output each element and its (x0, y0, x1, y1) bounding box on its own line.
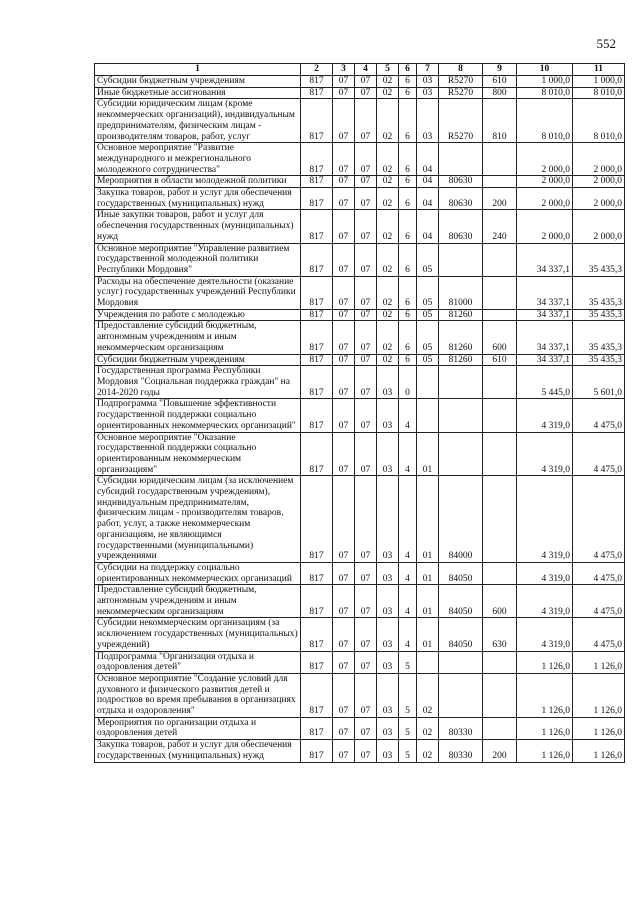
amount-year-1: 2 000,0 (517, 176, 573, 188)
row-name: Субсидии юридическим лицам (за исключением субсидий государственным учреждениям), индивидуальным предпринимателям, физическим лицам - производителям товаров, работ, услуг, а также некоммерческим организациям, не являющимся государственными (муниципальными) учреждениями (95, 476, 301, 563)
column-header: 1 (95, 64, 301, 76)
activity-code: 01 (417, 585, 439, 618)
subprogram-code: 4 (399, 562, 417, 584)
amount-year-1: 4 319,0 (517, 585, 573, 618)
row-name: Субсидии некоммерческим организациям (за исключением государственных (муниципальных) учреждений) (95, 618, 301, 651)
subprogram-code: 6 (399, 99, 417, 143)
ministry-code: 817 (301, 740, 333, 762)
section-code: 07 (333, 87, 355, 99)
column-header: 7 (417, 64, 439, 76)
direction-code: 80330 (439, 717, 483, 739)
expense-type-code (483, 476, 517, 563)
ministry-code: 817 (301, 210, 333, 243)
direction-code: 81260 (439, 321, 483, 354)
section-code: 07 (333, 309, 355, 321)
direction-code (439, 651, 483, 673)
expense-type-code (483, 243, 517, 276)
row-name: Основное мероприятие "Создание условий для духовного и физического развития детей и подростков во время пребывания в организациях отдыха и оздоровления" (95, 673, 301, 717)
page-number: 552 (596, 36, 616, 51)
program-code: 03 (377, 717, 399, 739)
direction-code: 84000 (439, 476, 483, 563)
ministry-code: 817 (301, 399, 333, 432)
activity-code: 02 (417, 717, 439, 739)
amount-year-1: 1 126,0 (517, 740, 573, 762)
ministry-code: 817 (301, 99, 333, 143)
section-code: 07 (333, 673, 355, 717)
expense-type-code (483, 143, 517, 176)
program-code: 03 (377, 673, 399, 717)
program-code: 02 (377, 354, 399, 366)
direction-code (439, 366, 483, 399)
program-code: 03 (377, 585, 399, 618)
section-code: 07 (333, 618, 355, 651)
direction-code (439, 243, 483, 276)
program-code: 02 (377, 143, 399, 176)
column-header: 4 (355, 64, 377, 76)
subsection-code: 07 (355, 210, 377, 243)
amount-year-1: 2 000,0 (517, 143, 573, 176)
subprogram-code: 4 (399, 432, 417, 476)
activity-code: 05 (417, 321, 439, 354)
expense-type-code (483, 562, 517, 584)
amount-year-1: 1 126,0 (517, 651, 573, 673)
table-row (95, 585, 625, 618)
subsection-code: 07 (355, 740, 377, 762)
direction-code (439, 143, 483, 176)
amount-year-2: 35 435,3 (573, 309, 625, 321)
subsection-code: 07 (355, 651, 377, 673)
direction-code (439, 673, 483, 717)
row-name: Основное мероприятие "Развитие международного и межрегионального молодежного сотрудничества" (95, 143, 301, 176)
column-header: 10 (517, 64, 573, 76)
direction-code: R5270 (439, 99, 483, 143)
direction-code: R5270 (439, 87, 483, 99)
expense-type-code (483, 432, 517, 476)
program-code: 03 (377, 476, 399, 563)
expense-type-code: 610 (483, 76, 517, 88)
subsection-code: 07 (355, 87, 377, 99)
subsection-code: 07 (355, 321, 377, 354)
table-row (95, 651, 625, 673)
program-code: 03 (377, 366, 399, 399)
table-row (95, 399, 625, 432)
column-header: 11 (573, 64, 625, 76)
row-name: Расходы на обеспечение деятельности (оказание услуг) государственных учреждений Республики Мордовия (95, 276, 301, 309)
amount-year-2: 1 126,0 (573, 717, 625, 739)
amount-year-1: 5 445,0 (517, 366, 573, 399)
expense-type-code (483, 309, 517, 321)
amount-year-1: 8 010,0 (517, 87, 573, 99)
expense-type-code: 600 (483, 585, 517, 618)
section-code: 07 (333, 740, 355, 762)
program-code: 03 (377, 399, 399, 432)
program-code: 03 (377, 618, 399, 651)
column-header: 9 (483, 64, 517, 76)
row-name: Учреждения по работе с молодежью (95, 309, 301, 321)
table-row (95, 87, 625, 99)
amount-year-2: 1 126,0 (573, 651, 625, 673)
ministry-code: 817 (301, 651, 333, 673)
row-name: Мероприятия в области молодежной политики (95, 176, 301, 188)
section-code: 07 (333, 399, 355, 432)
amount-year-2: 1 000,0 (573, 76, 625, 88)
activity-code: 01 (417, 432, 439, 476)
section-code: 07 (333, 585, 355, 618)
amount-year-2: 2 000,0 (573, 188, 625, 210)
budget-table (94, 63, 625, 763)
subsection-code: 07 (355, 618, 377, 651)
section-code: 07 (333, 366, 355, 399)
activity-code: 05 (417, 309, 439, 321)
amount-year-2: 35 435,3 (573, 354, 625, 366)
activity-code: 04 (417, 210, 439, 243)
table-row (95, 76, 625, 88)
amount-year-2: 8 010,0 (573, 87, 625, 99)
ministry-code: 817 (301, 76, 333, 88)
amount-year-2: 4 475,0 (573, 585, 625, 618)
row-name: Предоставление субсидий бюджетным, автономным учреждениям и иным некоммерческим организациям (95, 321, 301, 354)
subprogram-code: 4 (399, 618, 417, 651)
subsection-code: 07 (355, 243, 377, 276)
activity-code: 01 (417, 562, 439, 584)
amount-year-2: 5 601,0 (573, 366, 625, 399)
subsection-code: 07 (355, 562, 377, 584)
subsection-code: 07 (355, 432, 377, 476)
ministry-code: 817 (301, 618, 333, 651)
section-code: 07 (333, 143, 355, 176)
direction-code: 80630 (439, 188, 483, 210)
subsection-code: 07 (355, 276, 377, 309)
section-code: 07 (333, 651, 355, 673)
activity-code: 01 (417, 476, 439, 563)
ministry-code: 817 (301, 188, 333, 210)
amount-year-2: 2 000,0 (573, 210, 625, 243)
direction-code: 80630 (439, 210, 483, 243)
row-name: Субсидии юридическим лицам (кроме некоммерческих организаций), индивидуальным предпринимателям, физическим лицам - производителям товаров, работ, услуг (95, 99, 301, 143)
subprogram-code: 5 (399, 717, 417, 739)
subprogram-code: 4 (399, 585, 417, 618)
amount-year-2: 35 435,3 (573, 243, 625, 276)
section-code: 07 (333, 210, 355, 243)
direction-code: 81260 (439, 354, 483, 366)
subsection-code: 07 (355, 476, 377, 563)
ministry-code: 817 (301, 309, 333, 321)
program-code: 02 (377, 276, 399, 309)
amount-year-1: 34 337,1 (517, 321, 573, 354)
section-code: 07 (333, 354, 355, 366)
subsection-code: 07 (355, 717, 377, 739)
row-name: Предоставление субсидий бюджетным, автономным учреждениям и иным некоммерческим организациям (95, 585, 301, 618)
row-name: Государственная программа Республики Мордовия "Социальная поддержка граждан" на 2014-2020 годы (95, 366, 301, 399)
subprogram-code: 6 (399, 276, 417, 309)
subsection-code: 07 (355, 585, 377, 618)
expense-type-code: 600 (483, 321, 517, 354)
column-header: 6 (399, 64, 417, 76)
table-row (95, 618, 625, 651)
ministry-code: 817 (301, 321, 333, 354)
subsection-code: 07 (355, 99, 377, 143)
section-code: 07 (333, 717, 355, 739)
subsection-code: 07 (355, 399, 377, 432)
activity-code: 04 (417, 188, 439, 210)
direction-code: R5270 (439, 76, 483, 88)
program-code: 02 (377, 210, 399, 243)
ministry-code: 817 (301, 143, 333, 176)
subprogram-code: 0 (399, 366, 417, 399)
subsection-code: 07 (355, 354, 377, 366)
header-row (95, 64, 625, 76)
activity-code: 04 (417, 176, 439, 188)
program-code: 02 (377, 243, 399, 276)
section-code: 07 (333, 176, 355, 188)
activity-code: 05 (417, 276, 439, 309)
amount-year-2: 8 010,0 (573, 99, 625, 143)
amount-year-1: 1 126,0 (517, 717, 573, 739)
subprogram-code: 6 (399, 87, 417, 99)
ministry-code: 817 (301, 366, 333, 399)
ministry-code: 817 (301, 717, 333, 739)
table-row (95, 717, 625, 739)
ministry-code: 817 (301, 585, 333, 618)
program-code: 02 (377, 188, 399, 210)
activity-code (417, 399, 439, 432)
ministry-code: 817 (301, 476, 333, 563)
subprogram-code: 6 (399, 76, 417, 88)
subprogram-code: 4 (399, 476, 417, 563)
subprogram-code: 5 (399, 673, 417, 717)
ministry-code: 817 (301, 243, 333, 276)
row-name: Мероприятия по организации отдыха и оздоровления детей (95, 717, 301, 739)
direction-code: 81260 (439, 309, 483, 321)
activity-code (417, 651, 439, 673)
program-code: 03 (377, 432, 399, 476)
expense-type-code (483, 276, 517, 309)
amount-year-1: 4 319,0 (517, 399, 573, 432)
row-name: Иные закупки товаров, работ и услуг для обеспечения государственных (муниципальных) нужд (95, 210, 301, 243)
subsection-code: 07 (355, 143, 377, 176)
table-row (95, 673, 625, 717)
expense-type-code: 610 (483, 354, 517, 366)
ministry-code: 817 (301, 276, 333, 309)
ministry-code: 817 (301, 354, 333, 366)
amount-year-2: 35 435,3 (573, 321, 625, 354)
amount-year-1: 2 000,0 (517, 188, 573, 210)
direction-code (439, 432, 483, 476)
activity-code: 05 (417, 354, 439, 366)
activity-code: 03 (417, 99, 439, 143)
expense-type-code: 810 (483, 99, 517, 143)
program-code: 02 (377, 309, 399, 321)
subprogram-code: 6 (399, 321, 417, 354)
program-code: 03 (377, 740, 399, 762)
expense-type-code (483, 366, 517, 399)
expense-type-code: 200 (483, 740, 517, 762)
section-code: 07 (333, 321, 355, 354)
direction-code: 84050 (439, 585, 483, 618)
amount-year-2: 2 000,0 (573, 176, 625, 188)
table-row (95, 176, 625, 188)
table-row (95, 354, 625, 366)
row-name: Иные бюджетные ассигнования (95, 87, 301, 99)
subprogram-code: 4 (399, 399, 417, 432)
direction-code: 84050 (439, 618, 483, 651)
expense-type-code (483, 717, 517, 739)
amount-year-1: 8 010,0 (517, 99, 573, 143)
subsection-code: 07 (355, 176, 377, 188)
table-row (95, 432, 625, 476)
amount-year-2: 1 126,0 (573, 740, 625, 762)
table-row (95, 366, 625, 399)
activity-code: 02 (417, 740, 439, 762)
amount-year-1: 4 319,0 (517, 476, 573, 563)
row-name: Закупка товаров, работ и услуг для обеспечения государственных (муниципальных) нужд (95, 740, 301, 762)
amount-year-1: 34 337,1 (517, 243, 573, 276)
amount-year-1: 4 319,0 (517, 618, 573, 651)
amount-year-2: 4 475,0 (573, 432, 625, 476)
row-name: Субсидии бюджетным учреждениям (95, 354, 301, 366)
subprogram-code: 6 (399, 354, 417, 366)
subsection-code: 07 (355, 76, 377, 88)
program-code: 02 (377, 176, 399, 188)
column-header: 8 (439, 64, 483, 76)
ministry-code: 817 (301, 432, 333, 476)
table-row (95, 99, 625, 143)
column-header: 3 (333, 64, 355, 76)
direction-code: 84050 (439, 562, 483, 584)
activity-code: 02 (417, 673, 439, 717)
row-name: Основное мероприятие "Оказание государственной поддержки социально ориентированным некоммерческим организациям" (95, 432, 301, 476)
activity-code (417, 366, 439, 399)
subsection-code: 07 (355, 188, 377, 210)
expense-type-code (483, 176, 517, 188)
subprogram-code: 5 (399, 651, 417, 673)
expense-type-code (483, 399, 517, 432)
amount-year-1: 4 319,0 (517, 432, 573, 476)
table-row (95, 210, 625, 243)
expense-type-code: 240 (483, 210, 517, 243)
amount-year-1: 2 000,0 (517, 210, 573, 243)
subprogram-code: 6 (399, 143, 417, 176)
subprogram-code: 6 (399, 176, 417, 188)
subsection-code: 07 (355, 673, 377, 717)
ministry-code: 817 (301, 673, 333, 717)
amount-year-1: 34 337,1 (517, 276, 573, 309)
program-code: 02 (377, 321, 399, 354)
activity-code: 03 (417, 87, 439, 99)
subprogram-code: 6 (399, 243, 417, 276)
section-code: 07 (333, 188, 355, 210)
section-code: 07 (333, 243, 355, 276)
direction-code: 80330 (439, 740, 483, 762)
activity-code: 01 (417, 618, 439, 651)
ministry-code: 817 (301, 176, 333, 188)
table-row (95, 740, 625, 762)
direction-code: 81000 (439, 276, 483, 309)
ministry-code: 817 (301, 562, 333, 584)
activity-code: 04 (417, 143, 439, 176)
amount-year-1: 34 337,1 (517, 309, 573, 321)
table-row (95, 562, 625, 584)
row-name: Подпрограмма "Повышение эффективности государственной поддержки социально ориентированных некоммерческих организаций" (95, 399, 301, 432)
amount-year-1: 34 337,1 (517, 354, 573, 366)
row-name: Подпрограмма "Организация отдыха и оздоровления детей" (95, 651, 301, 673)
table-row (95, 243, 625, 276)
direction-code (439, 399, 483, 432)
table-row (95, 321, 625, 354)
row-name: Закупка товаров, работ и услуг для обеспечения государственных (муниципальных) нужд (95, 188, 301, 210)
section-code: 07 (333, 76, 355, 88)
subprogram-code: 5 (399, 740, 417, 762)
expense-type-code: 200 (483, 188, 517, 210)
table-row (95, 188, 625, 210)
program-code: 03 (377, 651, 399, 673)
row-name: Основное мероприятие "Управление развитием государственной молодежной политики Республики Мордовия" (95, 243, 301, 276)
amount-year-2: 4 475,0 (573, 399, 625, 432)
row-name: Субсидии бюджетным учреждениям (95, 76, 301, 88)
table-row (95, 276, 625, 309)
program-code: 02 (377, 76, 399, 88)
amount-year-2: 35 435,3 (573, 276, 625, 309)
subprogram-code: 6 (399, 188, 417, 210)
section-code: 07 (333, 432, 355, 476)
program-code: 02 (377, 99, 399, 143)
column-header: 2 (301, 64, 333, 76)
activity-code: 03 (417, 76, 439, 88)
direction-code: 80630 (439, 176, 483, 188)
amount-year-2: 1 126,0 (573, 673, 625, 717)
section-code: 07 (333, 276, 355, 309)
section-code: 07 (333, 562, 355, 584)
amount-year-2: 2 000,0 (573, 143, 625, 176)
row-name: Субсидии на поддержку социально ориентированных некоммерческих организаций (95, 562, 301, 584)
amount-year-1: 1 000,0 (517, 76, 573, 88)
ministry-code: 817 (301, 87, 333, 99)
subsection-code: 07 (355, 366, 377, 399)
subsection-code: 07 (355, 309, 377, 321)
table-row (95, 309, 625, 321)
section-code: 07 (333, 476, 355, 563)
expense-type-code: 630 (483, 618, 517, 651)
program-code: 02 (377, 87, 399, 99)
section-code: 07 (333, 99, 355, 143)
subprogram-code: 6 (399, 210, 417, 243)
amount-year-1: 4 319,0 (517, 562, 573, 584)
expense-type-code (483, 651, 517, 673)
amount-year-1: 1 126,0 (517, 673, 573, 717)
table-row (95, 143, 625, 176)
amount-year-2: 4 475,0 (573, 562, 625, 584)
subprogram-code: 6 (399, 309, 417, 321)
column-header: 5 (377, 64, 399, 76)
activity-code: 05 (417, 243, 439, 276)
expense-type-code (483, 673, 517, 717)
amount-year-2: 4 475,0 (573, 476, 625, 563)
amount-year-2: 4 475,0 (573, 618, 625, 651)
table-row (95, 476, 625, 563)
program-code: 03 (377, 562, 399, 584)
expense-type-code: 800 (483, 87, 517, 99)
